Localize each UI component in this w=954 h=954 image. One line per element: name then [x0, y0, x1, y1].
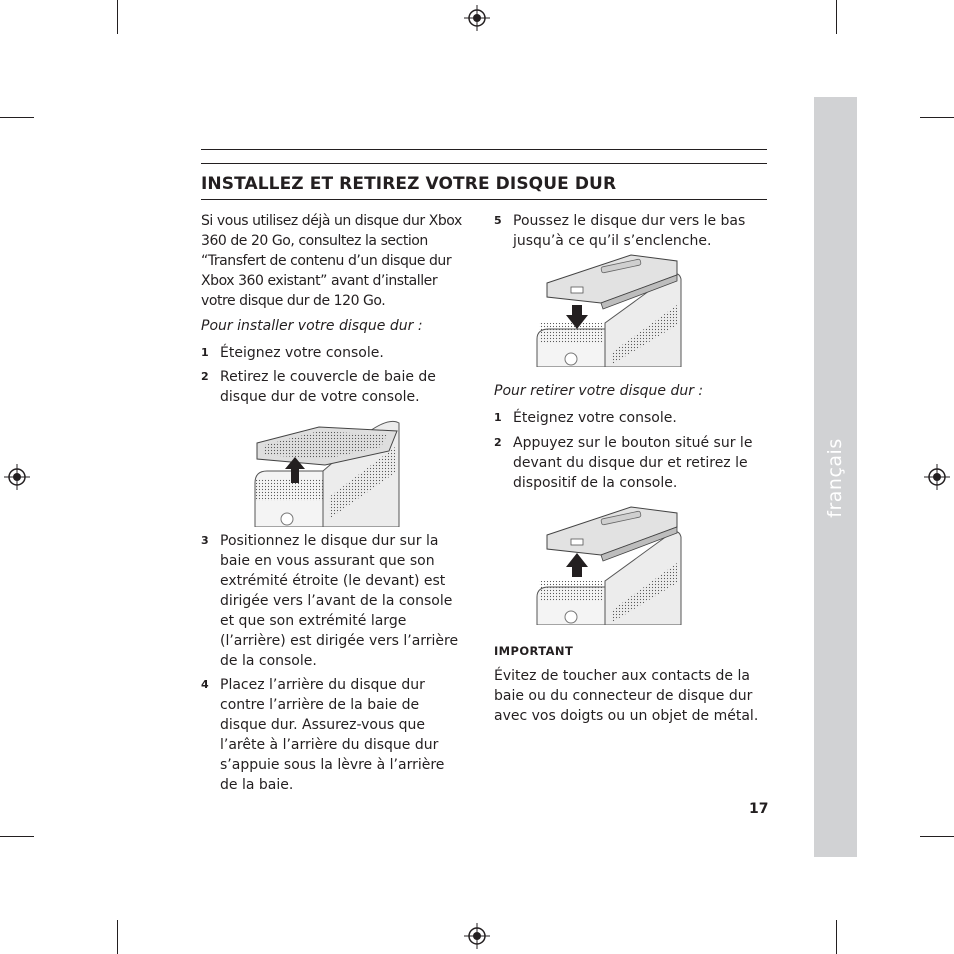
intro-line: “Transfert de contenu d’un disque dur	[201, 253, 452, 269]
important-line: avec vos doigts ou un objet de métal.	[494, 708, 759, 724]
step-line: l’arête à l’arrière du disque dur	[220, 737, 439, 753]
crop-mark	[0, 117, 34, 118]
step-number: 4	[201, 678, 209, 691]
crop-mark	[836, 920, 837, 954]
step-line: jusqu’à ce qu’il s’enclenche.	[513, 233, 712, 249]
step-line: de la baie.	[220, 777, 294, 793]
left-column-top	[201, 211, 481, 407]
install-step-4	[201, 675, 481, 795]
step-line: contre l’arrière de la baie de	[220, 697, 420, 713]
step-number: 2	[494, 436, 502, 449]
remove-heading: Pour retirer votre disque dur :	[494, 383, 704, 399]
console-cover-removal-illustration	[249, 413, 401, 527]
title-underline	[201, 199, 767, 200]
step-number: 1	[494, 411, 502, 424]
remove-step-2	[494, 433, 774, 493]
step-line: baie en vous assurant que son	[220, 553, 435, 569]
install-heading: Pour installer votre disque dur :	[201, 318, 423, 334]
step-line: Placez l’arrière du disque dur	[220, 677, 425, 693]
intro-line: 360 de 20 Go, consultez la section	[201, 233, 428, 249]
step-line: dispositif de la console.	[513, 475, 678, 491]
crop-mark	[117, 920, 118, 954]
registration-mark-icon	[924, 464, 950, 490]
step-line: disque dur de votre console.	[220, 389, 420, 405]
registration-mark-icon	[464, 5, 490, 31]
install-step-3	[201, 531, 481, 671]
intro-line: votre disque dur de 120 Go.	[201, 293, 386, 309]
step-number: 2	[201, 370, 209, 383]
step-line: Retirez le couvercle de baie de	[220, 369, 436, 385]
important-note	[494, 641, 774, 726]
crop-mark	[117, 0, 118, 34]
page-number: 17	[749, 801, 769, 817]
important-line: Évitez de toucher aux contacts de la	[494, 668, 750, 684]
remove-step-1	[494, 408, 774, 428]
step-line: Appuyez sur le bouton situé sur le	[513, 435, 753, 451]
crop-mark	[920, 117, 954, 118]
intro-line: Xbox 360 existant” avant d’installer	[201, 273, 438, 289]
step-line: et que son extrémité large	[220, 613, 407, 629]
header-rule	[201, 149, 767, 150]
crop-mark	[0, 836, 34, 837]
registration-mark-icon	[4, 464, 30, 490]
important-line: baie ou du connecteur de disque dur	[494, 688, 753, 704]
install-step-2	[201, 367, 481, 407]
step-line: s’appuie sous la lèvre à l’arrière	[220, 757, 445, 773]
intro-line: Si vous utilisez déjà un disque dur Xbox	[201, 213, 462, 229]
step-line: (l’arrière) est dirigée vers l’arrière	[220, 633, 459, 649]
drive-removal-illustration	[531, 505, 683, 625]
left-column-bottom	[201, 531, 481, 795]
step-line: extrémité étroite (le devant) est	[220, 573, 446, 589]
right-column-top	[494, 211, 774, 251]
important-label: IMPORTANT	[494, 644, 574, 658]
install-step-5	[494, 211, 774, 251]
registration-mark-icon	[464, 923, 490, 949]
drive-insert-illustration	[531, 253, 683, 367]
step-line: de la console.	[220, 653, 317, 669]
crop-mark	[920, 836, 954, 837]
step-number: 3	[201, 534, 209, 547]
language-tab-label: français	[824, 438, 846, 518]
step-number: 1	[201, 346, 209, 359]
step-line: Éteignez votre console.	[513, 410, 677, 426]
step-line: dirigée vers l’avant de la console	[220, 593, 453, 609]
crop-mark	[836, 0, 837, 34]
step-line: Éteignez votre console.	[220, 345, 384, 361]
step-line: disque dur. Assurez-vous que	[220, 717, 425, 733]
header-rule	[201, 163, 767, 164]
step-line: Poussez le disque dur vers le bas	[513, 213, 746, 229]
install-step-1	[201, 343, 481, 363]
step-line: devant du disque dur et retirez le	[513, 455, 748, 471]
step-number: 5	[494, 214, 502, 227]
step-line: Positionnez le disque dur sur la	[220, 533, 439, 549]
section-title: INSTALLEZ ET RETIREZ VOTRE DISQUE DUR	[201, 174, 617, 194]
right-column-middle	[494, 381, 774, 493]
